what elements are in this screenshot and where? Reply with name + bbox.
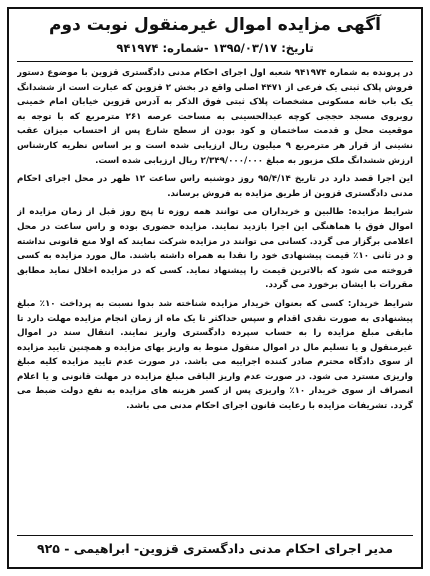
paragraph-auction-conditions: شرایط مزایده: طالبین و خریداران می توانند همه روزه تا پنج روز قبل از زمان مزایده از اموال فوق با هماهنگی این اجرا بازدید نمایند. مزایده حضوری بوده و راس ساعت در محل اعلامی برگزار می گردد. کسانی می توانند در مزایده شرکت نمایند که اولا منع قانونی نداشته و در ثانی ۱۰٪ قیمت پیشنهادی خود را نقدا به همراه داشته باشند. مال مورد مزایده به کسی فروخته می شود که بالاترین قیمت را پیشنهاد نماید. کسی که در مزایده اخلال نماید مطابق مقررات با ایشان برخورد می گردد. xyxy=(17,207,413,291)
notice-signature: مدیر اجرای احکام مدنی دادگستری قزوین- ابراهیمی - ۹۲۵ xyxy=(37,541,393,556)
notice-frame xyxy=(7,7,423,569)
notice-body xyxy=(17,66,413,531)
number-label: -شماره: xyxy=(162,41,209,55)
date-value: ۱۳۹۵/۰۳/۱۷ xyxy=(212,41,278,55)
notice-title: آگهی مزایده اموال غیرمنقول نوبت دوم xyxy=(49,15,381,35)
paragraph-auction-date: این اجرا قصد دارد در تاریخ ۹۵/۴/۱۴ روز دوشنبه راس ساعت ۱۲ ظهر در محل اجرای احکام مدنی دادگستری قزوین از طریق مزایده به فروش برساند. xyxy=(17,174,413,199)
notice-date-number xyxy=(17,39,413,59)
footer-divider xyxy=(17,535,413,536)
paragraph-buyer-conditions: شرایط خریدار: کسی که بعنوان خریدار مزایده شناخته شد بدوا نسبت به پرداخت ۱۰٪ مبلغ پیشنهادی به صورت نقدی اقدام و سپس حداکثر تا یک ماه از زمان انجام مزایده مهلت دارد تا مابقی مبلغ مزایده را به حساب سپرده دادگستری واریز نمایند. انتقال سند در اموال غیرمنقول و یا تسلیم مال در اموال منقول منوط به واریز بهای مزایده و همچنین تایید مزایده از سوی دادگاه محترم صادر کننده اجراییه می باشد. در صورت عدم تایید مزایده کلیه مبلغ واریزی مسترد می شود. در صورت عدم واریز الباقی مبلغ مزایده در مهلت قانونی و یا اعلام انصراف از سوی خریدار ۱۰٪ واریزی پس از کسر هزینه های مزایده به نفع دولت ضبط می گردد. تشریفات مزایده با رعایت قانون اجرای احکام مدنی می باشد. xyxy=(17,298,413,412)
header-divider xyxy=(17,61,413,62)
date-label: تاریخ: xyxy=(281,41,314,55)
paragraph-property-description: در پرونده به شماره ۹۴۱۹۷۴ شعبه اول اجرای احکام مدنی دادگستری قزوین با موضوع دستور فروش پلاک ثبتی یک فرعی از ۴۴۷۱ اصلی واقع در بخش ۲ قزوین که عبارت است از ششدانگ یک باب خانه مسکونی مشخصات پلاک ثبتی فوق الذکر به آدرس قزوین خیابان امام خمینی روبروی مسجد حججی کوچه عبدالحسینی به مساحت عرصه ۲۶۱ مترمربع که با توجه به موقعیت محل و قدمت ساختمان و کود بودن از سطح شارع پس از احتساب میزان عقب نشینی از قرار هر مترمربع ۹ میلیون ریال ارزیابی شده است و بر اساس نظریه کارشناس ارزش ششدانگ ملک مزبور به مبلغ ۲/۳۴۹/۰۰۰/۰۰۰ ریال ارزیابی شده است. xyxy=(17,68,413,166)
number-value: ۹۴۱۹۷۴ xyxy=(116,41,159,55)
